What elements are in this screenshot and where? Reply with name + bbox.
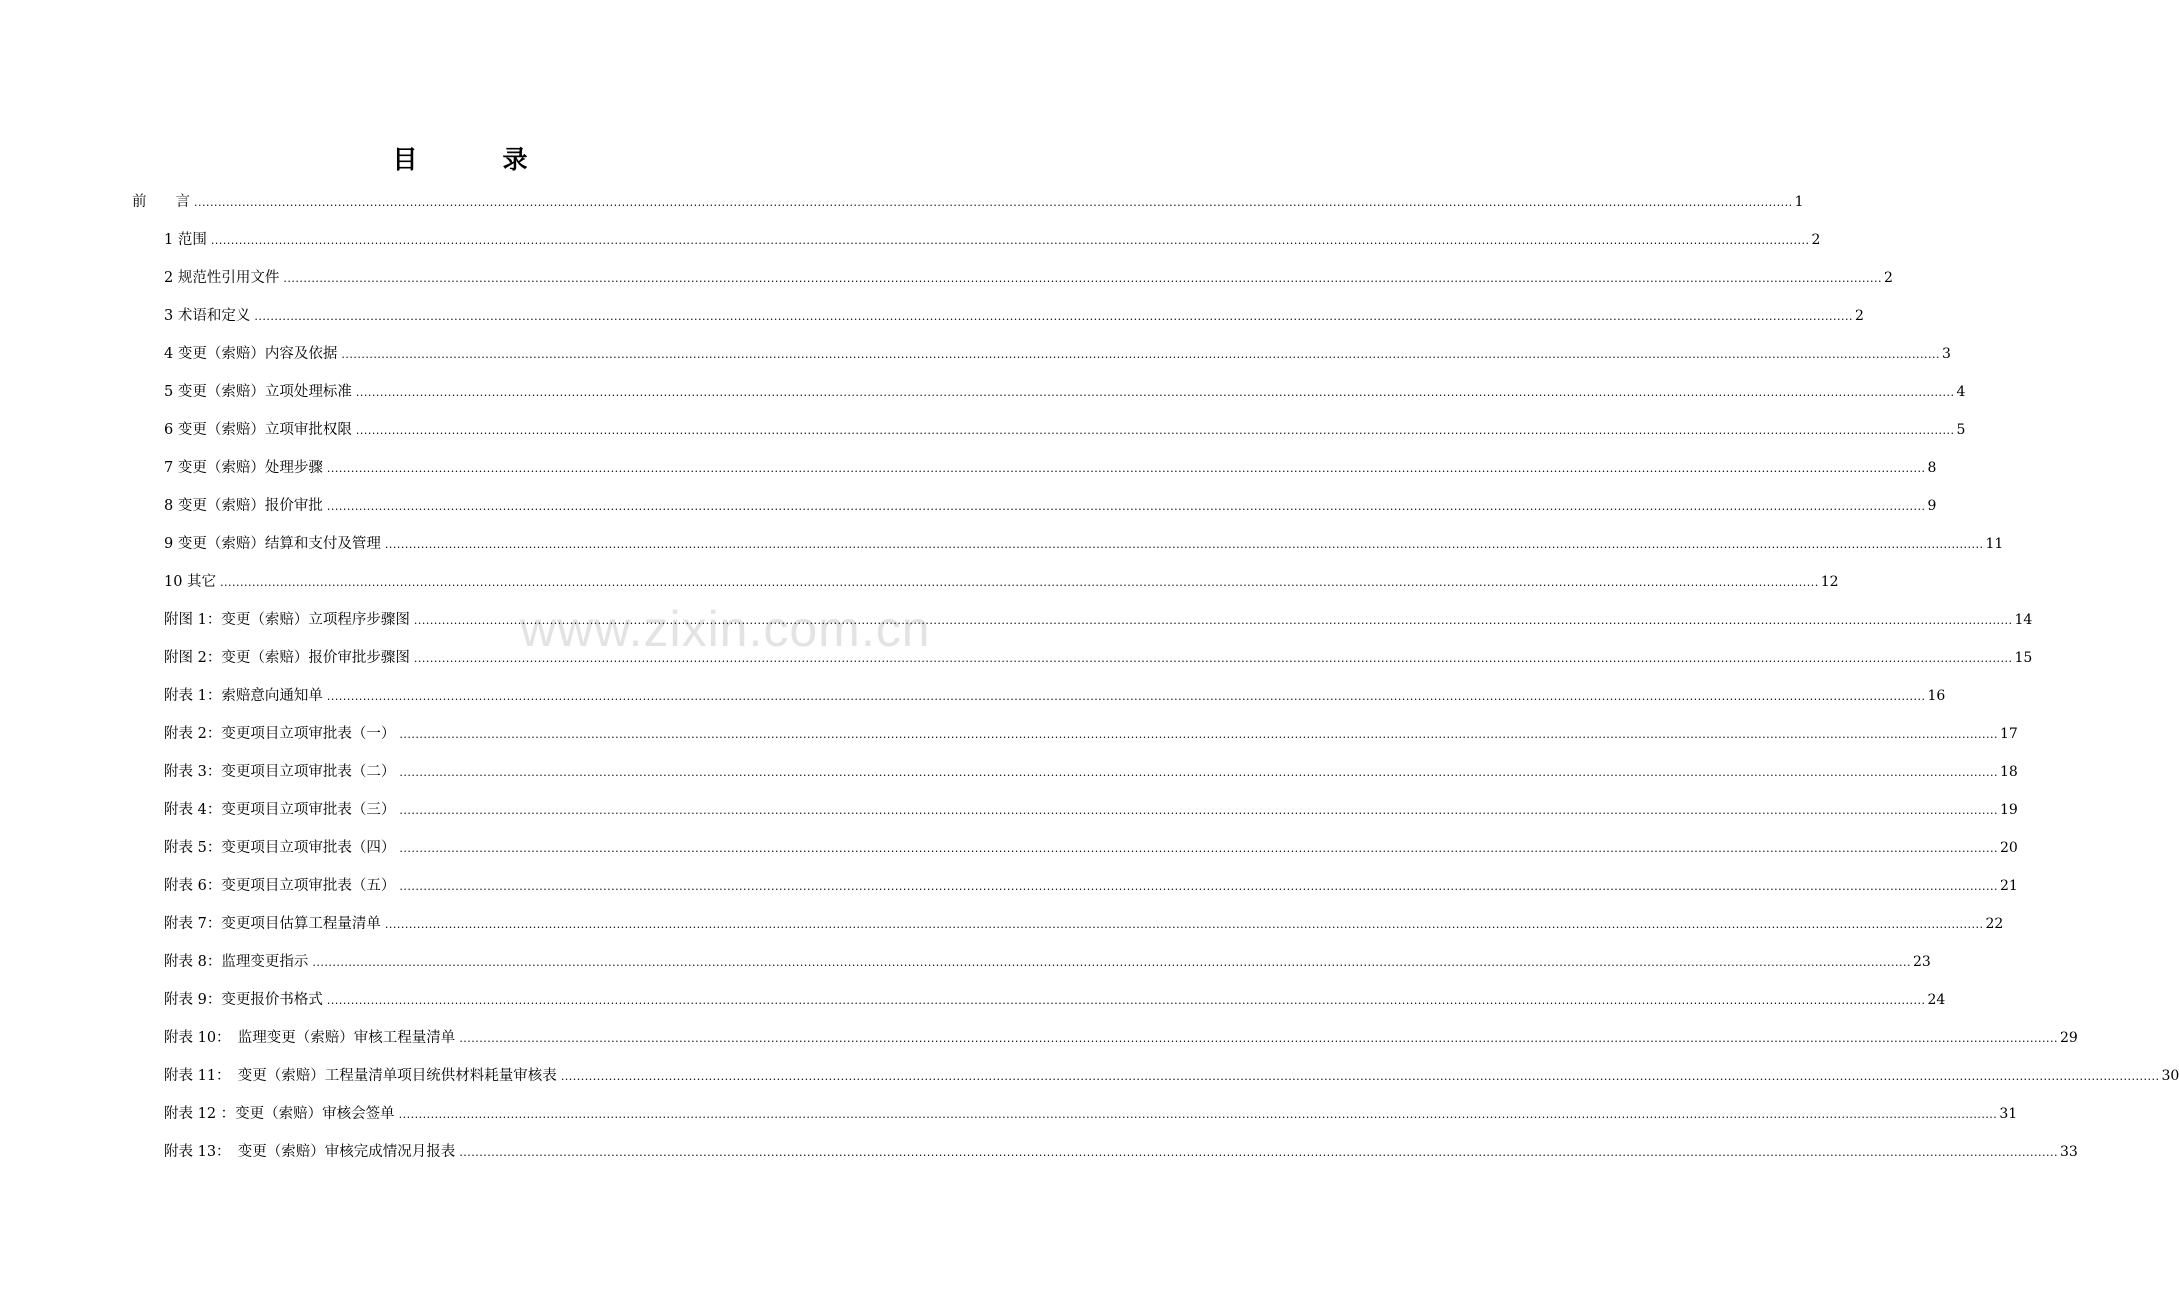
toc-entry-page: 18 xyxy=(1999,764,2018,780)
toc-leader-dots: ................................................................................................................................................................................................................................................................................................................................................................................................................ xyxy=(560,1070,2160,1083)
toc-entry-page: 4 xyxy=(1956,384,1966,400)
toc-entry-page: 30 xyxy=(2161,1068,2179,1084)
toc-entry-page: 24 xyxy=(1927,992,1946,1008)
toc-leader-dots: ................................................................................................................................................................................................................................................................................................................................................................................................................ xyxy=(399,880,1998,893)
toc-entry-label: 6 变更（索赔）立项审批权限 xyxy=(164,422,352,438)
toc-entry-figure-1[interactable] xyxy=(164,608,2033,632)
toc-leader-dots: ................................................................................................................................................................................................................................................................................................................................................................................................................ xyxy=(210,234,1810,247)
toc-leader-dots: ................................................................................................................................................................................................................................................................................................................................................................................................................ xyxy=(326,994,1926,1007)
toc-leader-dots: ................................................................................................................................................................................................................................................................................................................................................................................................................ xyxy=(194,196,1793,209)
toc-entry-page: 2 xyxy=(1854,308,1864,324)
toc-entry-label: 附表 1：索赔意向通知单 xyxy=(164,688,323,704)
toc-leader-dots: ................................................................................................................................................................................................................................................................................................................................................................................................................ xyxy=(459,1032,2058,1045)
toc-leader-dots: ................................................................................................................................................................................................................................................................................................................................................................................................................ xyxy=(326,500,1926,513)
toc-entry-label: 5 变更（索赔）立项处理标准 xyxy=(164,384,352,400)
toc-entry-page: 17 xyxy=(1999,726,2018,742)
toc-entry-page: 23 xyxy=(1912,954,1931,970)
toc-entry-label: 10 其它 xyxy=(164,574,217,590)
toc-entry-table-6[interactable] xyxy=(164,874,2018,898)
toc-entry-page: 14 xyxy=(2014,612,2033,628)
toc-entry-3[interactable] xyxy=(164,304,1864,328)
toc-leader-dots: ................................................................................................................................................................................................................................................................................................................................................................................................................ xyxy=(384,918,1984,931)
toc-leader-dots: ................................................................................................................................................................................................................................................................................................................................................................................................................ xyxy=(355,424,1955,437)
toc-entry-table-8[interactable] xyxy=(164,950,1931,974)
toc-entry-figure-2[interactable] xyxy=(164,646,2033,670)
toc-entry-label: 附表 8：监理变更指示 xyxy=(164,954,309,970)
toc-entry-label: 7 变更（索赔）处理步骤 xyxy=(164,460,323,476)
toc-entry-page: 2 xyxy=(1811,232,1821,248)
toc-entry-table-12[interactable] xyxy=(164,1102,2018,1126)
toc-entry-page: 8 xyxy=(1927,460,1937,476)
toc-leader-dots: ................................................................................................................................................................................................................................................................................................................................................................................................................ xyxy=(355,386,1955,399)
toc-entry-page: 11 xyxy=(1985,536,2004,552)
toc-entry-10[interactable] xyxy=(164,570,1839,594)
toc-entry-page: 3 xyxy=(1941,346,1951,362)
toc-entry-table-11[interactable] xyxy=(164,1064,2179,1088)
toc-entry-label: 附表 6：变更项目立项审批表（五） xyxy=(164,878,396,894)
toc-entry-8[interactable] xyxy=(164,494,1937,518)
toc-entry-page: 31 xyxy=(1999,1106,2018,1122)
toc-entry-label: 附图 1：变更（索赔）立项程序步骤图 xyxy=(164,612,410,628)
watermark: www.zixin.com.cn xyxy=(520,601,931,657)
toc-entry-page: 21 xyxy=(1999,878,2018,894)
toc-entry-label: 3 术语和定义 xyxy=(164,308,251,324)
toc-entry-table-7[interactable] xyxy=(164,912,2004,936)
toc-entry-table-4[interactable] xyxy=(164,798,2018,822)
toc-entry-preface[interactable] xyxy=(132,190,1804,214)
page-title: 目 录 xyxy=(392,145,558,174)
toc-entry-label: 附表 4：变更项目立项审批表（三） xyxy=(164,802,396,818)
toc-leader-dots: ................................................................................................................................................................................................................................................................................................................................................................................................................ xyxy=(399,804,1998,817)
toc-entry-label: 附表 5：变更项目立项审批表（四） xyxy=(164,840,396,856)
toc-leader-dots: ................................................................................................................................................................................................................................................................................................................................................................................................................ xyxy=(413,652,2013,665)
toc-entry-page: 22 xyxy=(1985,916,2004,932)
toc-entry-page: 19 xyxy=(1999,802,2018,818)
toc-leader-dots: ................................................................................................................................................................................................................................................................................................................................................................................................................ xyxy=(399,766,1998,779)
toc-entry-table-1[interactable] xyxy=(164,684,1946,708)
toc-entry-label: 1 范围 xyxy=(164,232,207,248)
toc-entry-page: 1 xyxy=(1794,194,1804,210)
toc-leader-dots: ................................................................................................................................................................................................................................................................................................................................................................................................................ xyxy=(220,576,1819,589)
toc-entry-label: 附表 11： 变更（索赔）工程量清单项目统供材料耗量审核表 xyxy=(164,1068,557,1084)
toc-entry-label: 附表 2：变更项目立项审批表（一） xyxy=(164,726,396,742)
toc-entry-label: 4 变更（索赔）内容及依据 xyxy=(164,346,338,362)
toc-entry-label: 附表 12 ：变更（索赔）审核会签单 xyxy=(164,1106,395,1122)
toc-entry-9[interactable] xyxy=(164,532,2004,556)
toc-leader-dots: ................................................................................................................................................................................................................................................................................................................................................................................................................ xyxy=(399,842,1998,855)
toc-leader-dots: ................................................................................................................................................................................................................................................................................................................................................................................................................ xyxy=(254,310,1853,323)
toc-entry-6[interactable] xyxy=(164,418,1966,442)
toc-entry-page: 20 xyxy=(1999,840,2018,856)
toc-entry-4[interactable] xyxy=(164,342,1951,366)
toc-entry-page: 16 xyxy=(1927,688,1946,704)
toc-entry-page: 9 xyxy=(1927,498,1937,514)
toc-entry-7[interactable] xyxy=(164,456,1937,480)
toc-leader-dots: ................................................................................................................................................................................................................................................................................................................................................................................................................ xyxy=(312,956,1911,969)
toc-leader-dots: ................................................................................................................................................................................................................................................................................................................................................................................................................ xyxy=(398,1108,1998,1121)
toc-entry-label: 附表 10： 监理变更（索赔）审核工程量清单 xyxy=(164,1030,456,1046)
toc-entry-label: 附表 13： 变更（索赔）审核完成情况月报表 xyxy=(164,1144,456,1160)
toc-entry-table-2[interactable] xyxy=(164,722,2018,746)
toc-entry-table-5[interactable] xyxy=(164,836,2018,860)
toc-entry-label: 前 言 xyxy=(132,194,190,210)
toc-entry-page: 15 xyxy=(2014,650,2033,666)
toc-entry-label: 附表 9：变更报价书格式 xyxy=(164,992,323,1008)
toc-entry-label: 附表 7：变更项目估算工程量清单 xyxy=(164,916,381,932)
toc-entry-label: 附图 2：变更（索赔）报价审批步骤图 xyxy=(164,650,410,666)
toc-leader-dots: ................................................................................................................................................................................................................................................................................................................................................................................................................ xyxy=(413,614,2013,627)
toc-entry-table-9[interactable] xyxy=(164,988,1946,1012)
toc-leader-dots: ................................................................................................................................................................................................................................................................................................................................................................................................................ xyxy=(399,728,1998,741)
toc-entry-page: 33 xyxy=(2059,1144,2078,1160)
toc-entry-table-10[interactable] xyxy=(164,1026,2078,1050)
toc-entry-label: 9 变更（索赔）结算和支付及管理 xyxy=(164,536,381,552)
toc-entry-5[interactable] xyxy=(164,380,1966,404)
toc-leader-dots: ................................................................................................................................................................................................................................................................................................................................................................................................................ xyxy=(341,348,1940,361)
toc-entry-page: 29 xyxy=(2059,1030,2078,1046)
toc-leader-dots: ................................................................................................................................................................................................................................................................................................................................................................................................................ xyxy=(326,462,1926,475)
toc-leader-dots: ................................................................................................................................................................................................................................................................................................................................................................................................................ xyxy=(326,690,1926,703)
toc-leader-dots: ................................................................................................................................................................................................................................................................................................................................................................................................................ xyxy=(283,272,1882,285)
toc-entry-page: 2 xyxy=(1883,270,1893,286)
toc-leader-dots: ................................................................................................................................................................................................................................................................................................................................................................................................................ xyxy=(459,1146,2058,1159)
toc-entry-table-13[interactable] xyxy=(164,1140,2078,1164)
toc-entry-label: 8 变更（索赔）报价审批 xyxy=(164,498,323,514)
toc-entry-1[interactable] xyxy=(164,228,1821,252)
toc-entry-page: 12 xyxy=(1820,574,1839,590)
toc-leader-dots: ................................................................................................................................................................................................................................................................................................................................................................................................................ xyxy=(384,538,1984,551)
toc-entry-label: 2 规范性引用文件 xyxy=(164,270,280,286)
toc-entry-table-3[interactable] xyxy=(164,760,2018,784)
toc-entry-2[interactable] xyxy=(164,266,1893,290)
toc-entry-label: 附表 3：变更项目立项审批表（二） xyxy=(164,764,396,780)
toc-entry-page: 5 xyxy=(1956,422,1966,438)
